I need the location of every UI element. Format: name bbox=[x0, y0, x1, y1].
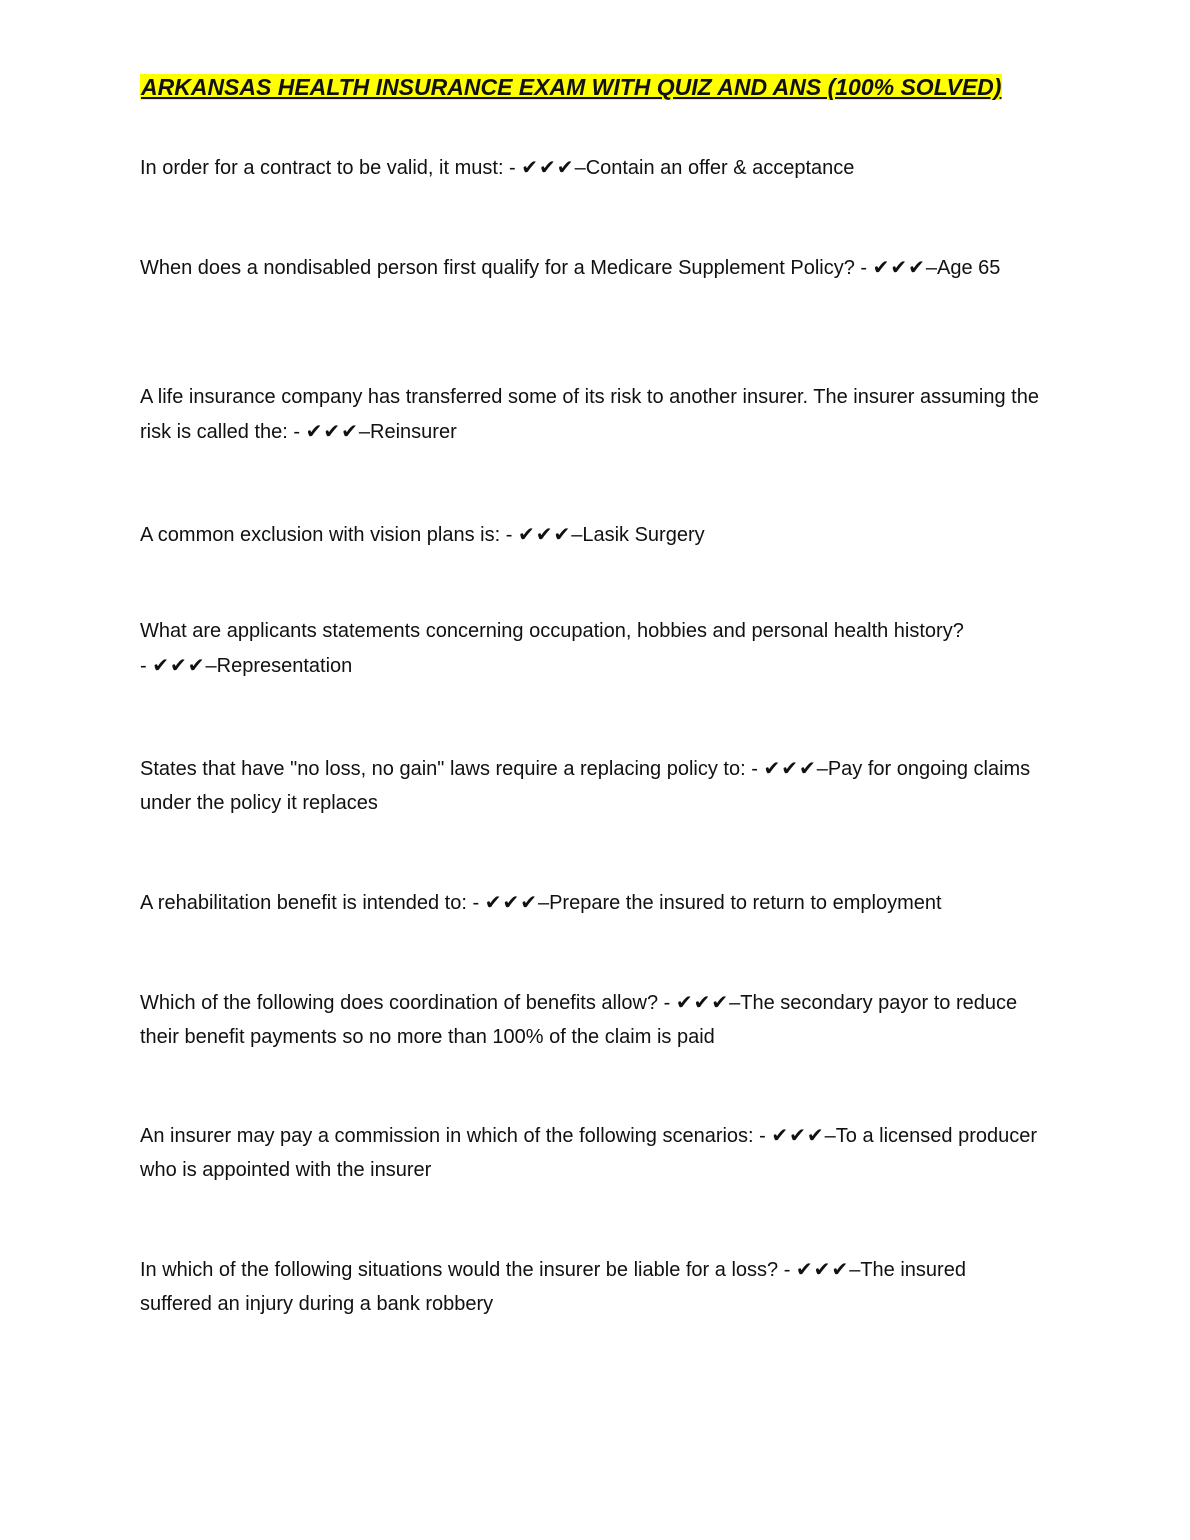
question-text: A common exclusion with vision plans is: bbox=[140, 524, 501, 546]
qa-item-2 bbox=[140, 250, 1040, 285]
separator: - bbox=[778, 1259, 796, 1281]
qa-item-1 bbox=[140, 150, 1040, 185]
checkmark-icon: ✔✔✔ bbox=[675, 990, 730, 1014]
question-text: An insurer may pay a commission in which of the following scenarios: bbox=[140, 1125, 754, 1147]
answer-text: The insured suffered an injury during a bank robbery bbox=[140, 1259, 966, 1315]
answer-text: Representation bbox=[216, 655, 353, 677]
answer-text: The secondary payor to reduce their benefit payments so no more than 100% of the claim is paid bbox=[140, 992, 1018, 1048]
question-text: A rehabilitation benefit is intended to: bbox=[140, 892, 467, 914]
answer-text: Prepare the insured to return to employment bbox=[549, 892, 942, 914]
qa-item-4 bbox=[140, 517, 1040, 552]
answer-prefix: – bbox=[571, 524, 583, 546]
separator: - bbox=[140, 655, 153, 677]
separator: - bbox=[466, 892, 485, 914]
answer-text: Reinsurer bbox=[370, 421, 457, 443]
separator: - bbox=[503, 157, 522, 179]
separator: - bbox=[287, 421, 306, 443]
answer-text: Contain an offer & acceptance bbox=[585, 157, 855, 179]
qa-item-6 bbox=[140, 751, 1040, 820]
answer-prefix: – bbox=[824, 1125, 836, 1147]
question-text: States that have "no loss, no gain" laws require a replacing policy to: bbox=[140, 758, 746, 780]
answer-prefix: – bbox=[729, 992, 741, 1014]
answer-prefix: – bbox=[205, 655, 217, 677]
answer-text: Lasik Surgery bbox=[582, 524, 705, 546]
checkmark-icon: ✔✔✔ bbox=[872, 255, 926, 279]
document-title bbox=[140, 72, 1002, 102]
separator: - bbox=[658, 992, 676, 1014]
answer-prefix: – bbox=[574, 157, 586, 179]
separator: - bbox=[745, 758, 764, 780]
qa-item-5 bbox=[140, 614, 1040, 683]
question-text: When does a nondisabled person first qualify for a Medicare Supplement Policy? bbox=[140, 257, 855, 279]
answer-text: Age 65 bbox=[937, 257, 1001, 279]
answer-text: Pay for ongoing claims under the policy it replaces bbox=[140, 758, 1031, 814]
checkmark-icon: ✔✔✔ bbox=[763, 756, 817, 780]
qa-item-9 bbox=[140, 1118, 1040, 1187]
separator: - bbox=[854, 257, 873, 279]
question-text: In which of the following situations would the insurer be liable for a loss? bbox=[140, 1259, 779, 1281]
qa-item-8 bbox=[140, 985, 1040, 1054]
checkmark-icon: ✔✔✔ bbox=[795, 1257, 850, 1281]
answer-prefix: – bbox=[816, 758, 828, 780]
question-text: Which of the following does coordination of benefits allow? bbox=[140, 992, 659, 1014]
checkmark-icon: ✔✔✔ bbox=[305, 419, 359, 443]
checkmark-icon: ✔✔✔ bbox=[517, 522, 572, 546]
answer-prefix: – bbox=[925, 257, 938, 279]
separator: - bbox=[500, 524, 518, 546]
answer-prefix: – bbox=[849, 1259, 861, 1281]
checkmark-icon: ✔✔✔ bbox=[484, 890, 538, 914]
checkmark-icon: ✔✔✔ bbox=[771, 1123, 825, 1147]
checkmark-icon: ✔✔✔ bbox=[152, 653, 206, 677]
answer-text: To a licensed producer who is appointed with the insurer bbox=[140, 1125, 1038, 1181]
qa-item-7 bbox=[140, 885, 1040, 920]
question-text: A life insurance company has transferred some of its risk to another insurer. The insurer assuming the risk is called the: bbox=[140, 386, 1039, 443]
checkmark-icon: ✔✔✔ bbox=[521, 155, 575, 179]
answer-prefix: – bbox=[537, 892, 550, 914]
title-highlight: ARKANSAS HEALTH INSURANCE EXAM WITH QUIZ AND ANS (100% SOLVED) bbox=[141, 74, 1002, 100]
separator: - bbox=[753, 1125, 772, 1147]
question-text: In order for a contract to be valid, it must: bbox=[140, 157, 504, 179]
answer-prefix: – bbox=[358, 421, 371, 443]
qa-item-10 bbox=[140, 1252, 1040, 1321]
question-text: What are applicants statements concerning occupation, hobbies and personal health history? bbox=[140, 620, 964, 642]
qa-item-3 bbox=[140, 380, 1040, 449]
